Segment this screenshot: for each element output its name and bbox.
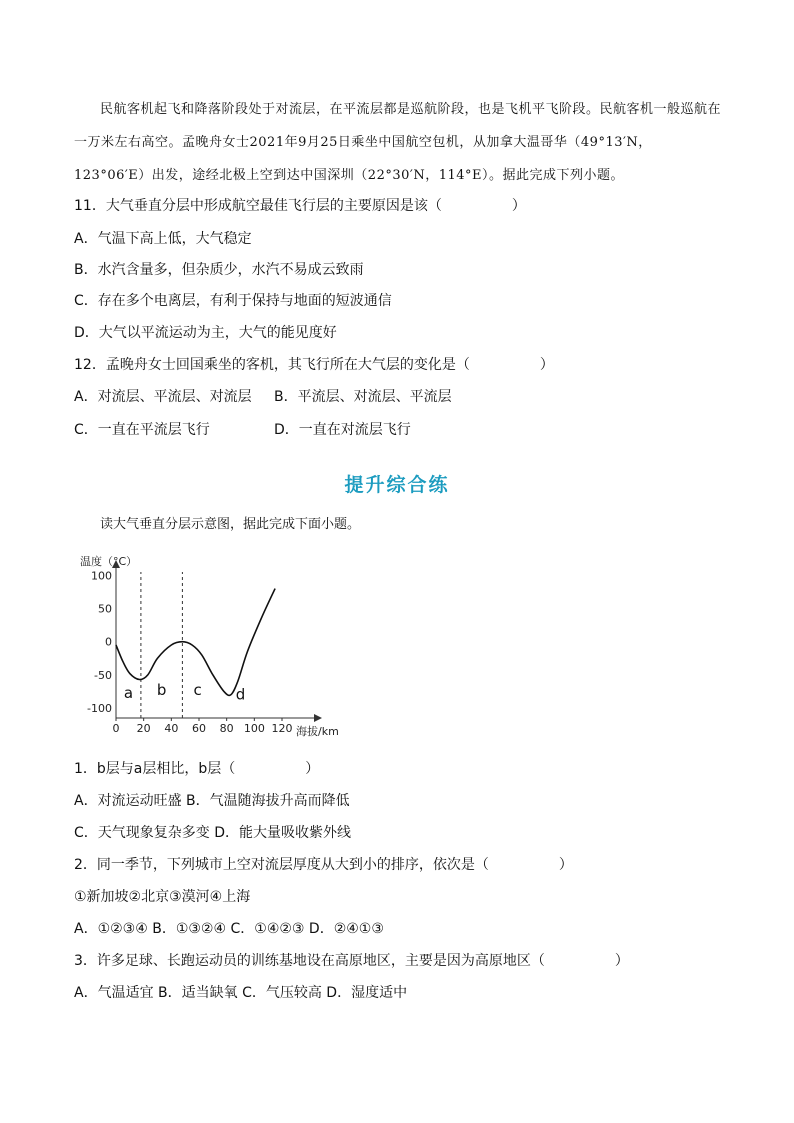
question-2-cities: ①新加坡②北京③漠河④上海 — [74, 889, 251, 905]
x-tick-label: 0 — [112, 722, 120, 735]
question-2-stem: 2．同一季节，下列城市上空对流层厚度从大到小的排序，依次是（ ） — [74, 857, 573, 873]
y-tick-label: 100 — [91, 569, 112, 583]
question-1-stem: 1．b层与a层相比，b层（ ） — [74, 761, 320, 777]
question-1-options-ab: A．对流运动旺盛 B．气温随海拔升高而降低 — [74, 793, 350, 809]
y-tick-label: -50 — [94, 668, 112, 682]
x-tick-label: 120 — [271, 722, 293, 735]
x-axis-label: 海拔/km — [296, 725, 339, 738]
temperature-curve — [116, 589, 275, 696]
x-tick-label: 60 — [192, 722, 206, 735]
layer-label-d: d — [235, 685, 246, 704]
x-tick-label: 100 — [243, 722, 265, 735]
x-tick-label: 40 — [164, 722, 179, 735]
question-11-option-b: B．水汽含量多，但杂质少，水汽不易成云致雨 — [74, 262, 364, 278]
question-11-stem: 11．大气垂直分层中形成航空最佳飞行层的主要原因是该（ ） — [74, 198, 526, 214]
atmosphere-layer-chart — [74, 548, 374, 744]
question-12-option-a: A．对流层、平流层、对流层 — [74, 389, 252, 405]
y-axis-label: 温度（°C） — [80, 555, 138, 568]
x-tick-label: 20 — [136, 722, 151, 735]
layer-label-b: b — [156, 680, 167, 699]
question-12-option-c: C．一直在平流层飞行 — [74, 422, 210, 438]
section-title: 提升综合练 — [344, 474, 450, 496]
question-11-option-a: A．气温下高上低，大气稳定 — [74, 231, 252, 247]
chart-intro: 读大气垂直分层示意图，据此完成下面小题。 — [100, 517, 361, 532]
x-tick-label: 80 — [219, 722, 234, 735]
y-tick-label: 50 — [98, 602, 112, 616]
question-2-options: A．①②③④ B．①③②④ C．①④②③ D．②④①③ — [74, 921, 384, 937]
question-12-stem: 12．孟晚舟女士回国乘坐的客机，其飞行所在大气层的变化是（ ） — [74, 357, 554, 373]
layer-label-a: a — [123, 684, 134, 703]
question-12-option-b: B．平流层、对流层、平流层 — [274, 389, 452, 405]
question-3-stem: 3．许多足球、长跑运动员的训练基地设在高原地区，主要是因为高原地区（ ） — [74, 953, 629, 969]
layer-label-c: c — [193, 680, 202, 699]
passage-1: 民航客机起飞和降落阶段处于对流层，在平流层都是巡航阶段，也是飞机平飞阶段。民航客机一般巡航在一万米左右高空。孟晚舟女士2021年9月25日乘坐中国航空包机，从加拿大温哥华（49°13′N，123°06′E）出发，途经北极上空到达中国深圳（22°30′N，114°E）。据此完成下列小题。 — [74, 102, 722, 183]
y-tick-label: -100 — [87, 702, 112, 716]
question-12-option-d: D．一直在对流层飞行 — [274, 422, 411, 438]
question-1-options-cd: C．天气现象复杂多变 D．能大量吸收紫外线 — [74, 825, 352, 841]
question-11-option-d: D．大气以平流运动为主，大气的能见度好 — [74, 325, 337, 341]
question-3-options: A．气温适宜 B．适当缺氧 C．气压较高 D．湿度适中 — [74, 985, 408, 1001]
question-11-option-c: C．存在多个电离层，有利于保持与地面的短波通信 — [74, 293, 392, 309]
y-tick-label: 0 — [105, 635, 112, 649]
